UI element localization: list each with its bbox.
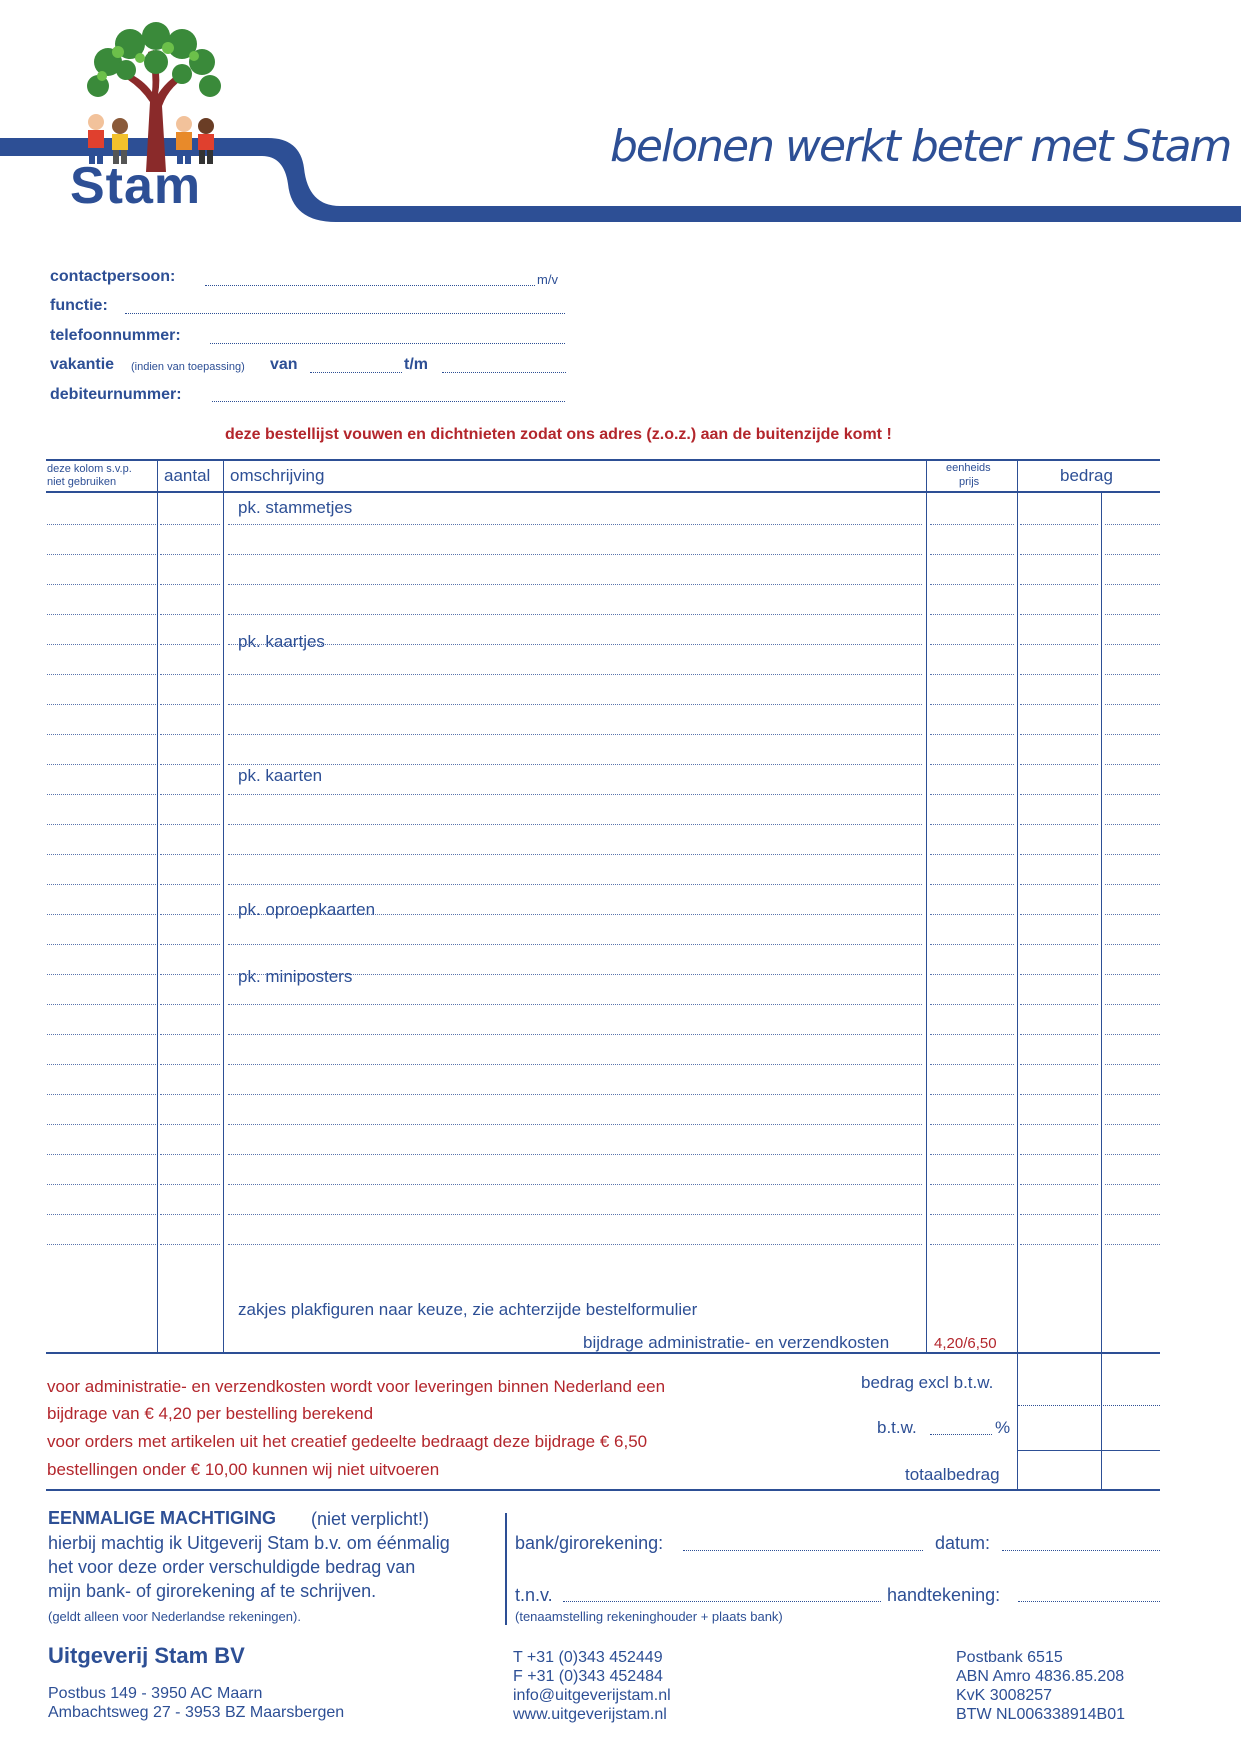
table-row-line [930,974,1014,975]
table-row-line [930,854,1014,855]
table-row-line [1105,644,1160,645]
table-row-line [1105,674,1160,675]
table-row-line [930,824,1014,825]
item-miniposters: pk. miniposters [238,967,353,986]
table-row-line [228,704,922,705]
table-row-line [47,1214,156,1215]
table-row-line [1020,584,1098,585]
table-row-line [1020,914,1098,915]
total-excl-line [1018,1405,1160,1406]
table-row-line [930,764,1014,765]
footer-fax: F +31 (0)343 452484 [513,1668,663,1685]
table-row-line [1105,854,1160,855]
item-stammetjes: pk. stammetjes [238,498,353,517]
table-row-line [47,824,156,825]
table-row-line [160,644,220,645]
col-divider-1 [157,459,158,1353]
table-row-line [47,674,156,675]
table-row-line [160,1064,220,1065]
table-row-line [1105,584,1160,585]
table-row-line [930,1214,1014,1215]
table-header-border [46,491,1160,493]
table-row-line [47,554,156,555]
table-row-line [160,734,220,735]
table-row-line [160,1034,220,1035]
table-row-line [1020,1094,1098,1095]
table-row-line [228,1244,922,1245]
debiteurnummer-label: debiteurnummer: [50,386,182,403]
folding-instruction: deze bestellijst vouwen en dichtnieten zodat ons adres (z.o.z.) aan de buitenzijde komt ! [225,426,892,443]
table-row-line [47,704,156,705]
table-row-line [160,1154,220,1155]
table-row-line [228,884,922,885]
table-row-line [1105,734,1160,735]
table-row-line [160,584,220,585]
col-divider-2 [223,459,224,1353]
table-row-line [1105,1094,1160,1095]
table-row-line [160,614,220,615]
table-row-line [160,854,220,855]
col-divider-5 [1101,491,1102,1489]
bijdrage-value: 4,20/6,50 [934,1335,997,1352]
table-row-line [228,944,922,945]
table-row-line [47,524,156,525]
table-row-line [1105,1214,1160,1215]
functie-field[interactable] [125,313,565,314]
table-row-line [930,614,1014,615]
note-line-2: bijdrage van € 4,20 per bestelling berekend [47,1404,374,1423]
table-row-line [1020,884,1098,885]
mv-label: m/v [537,272,558,287]
tm-field[interactable] [442,372,566,373]
table-row-line [930,884,1014,885]
table-row-line [930,1004,1014,1005]
tnv-note: (tenaamstelling rekeninghouder + plaats bank) [515,1609,783,1624]
table-row-line [228,1004,922,1005]
table-row-line [1105,614,1160,615]
col-bedrag-header: bedrag [1060,466,1113,485]
table-row-line [160,1184,220,1185]
table-row-line [1020,674,1098,675]
table-row-line [930,1034,1014,1035]
col-internal-line2: niet gebruiken [47,476,117,488]
table-row-line [1020,704,1098,705]
table-row-line [228,1064,922,1065]
item-zakjes: zakjes plakfiguren naar keuze, zie achterzijde bestelformulier [238,1300,698,1319]
col-omschrijving-header: omschrijving [230,466,325,485]
table-row-line [1105,1124,1160,1125]
table-row-line [228,1154,922,1155]
table-row-line [1020,554,1098,555]
table-row-line [1020,524,1098,525]
footer-postbank: Postbank 6515 [956,1649,1063,1666]
table-row-line [228,614,922,615]
machtiging-line-2: het voor deze order verschuldigde bedrag van [48,1557,416,1577]
table-row-line [1020,1004,1098,1005]
machtiging-title: EENMALIGE MACHTIGING [48,1508,276,1528]
table-row-line [160,794,220,795]
slogan: belonen werkt beter met Stam [610,121,1231,172]
note-line-4: bestellingen onder € 10,00 kunnen wij niet uitvoeren [47,1460,440,1479]
col-divider-4 [1017,459,1018,1489]
table-row-line [1020,1154,1098,1155]
table-row-line [160,1214,220,1215]
table-row-line [160,1244,220,1245]
col-eenheids-line1: eenheids [946,462,991,474]
table-row-line [1020,824,1098,825]
table-row-line [1105,554,1160,555]
footer-address-2: Ambachtsweg 27 - 3953 BZ Maarsbergen [48,1704,345,1721]
total-label: totaalbedrag [905,1465,1000,1484]
table-row-line [47,914,156,915]
van-label: van [270,356,298,373]
table-row-line [160,824,220,825]
tree-logo [78,22,228,177]
telefoonnummer-label: telefoonnummer: [50,327,181,344]
table-row-line [228,734,922,735]
col-internal-line1: deze kolom s.v.p. [47,463,132,475]
table-row-line [1020,974,1098,975]
item-kaartjes: pk. kaartjes [238,632,325,651]
handtekening-field[interactable] [1018,1601,1160,1602]
vakantie-note: (indien van toepassing) [131,361,245,373]
table-row-line [1105,944,1160,945]
contactpersoon-field[interactable] [205,285,535,286]
table-row-line [930,794,1014,795]
table-row-line [228,674,922,675]
table-row-line [47,944,156,945]
functie-label: functie: [50,297,108,314]
tnv-field[interactable] [563,1601,881,1602]
table-row-line [160,524,220,525]
van-field[interactable] [310,372,402,373]
table-row-line [47,974,156,975]
table-row-line [1105,524,1160,525]
table-row-line [1105,794,1160,795]
table-row-line [1020,1184,1098,1185]
table-row-line [1105,1034,1160,1035]
vakantie-label: vakantie [50,356,115,373]
col-divider-3 [926,459,927,1353]
table-row-line [1020,1214,1098,1215]
table-row-line [1105,1184,1160,1185]
table-row-line [930,704,1014,705]
table-row-line [228,794,922,795]
col-eenheids-line2: prijs [959,476,980,488]
table-row-line [1020,794,1098,795]
total-excl-label: bedrag excl b.t.w. [861,1373,994,1392]
table-row-line [930,524,1014,525]
datum-field[interactable] [1002,1550,1160,1551]
table-row-line [47,1064,156,1065]
table-row-line [160,944,220,945]
table-row-line [1105,824,1160,825]
table-row-line [160,764,220,765]
table-row-line [930,1244,1014,1245]
table-row-line [930,734,1014,735]
note-line-1: voor administratie- en verzendkosten wordt voor leveringen binnen Nederland een [47,1377,666,1396]
telefoonnummer-field[interactable] [210,343,565,344]
table-row-line [228,824,922,825]
table-row-line [930,1154,1014,1155]
table-row-line [160,914,220,915]
debiteurnummer-field[interactable] [212,401,565,402]
table-row-line [1020,764,1098,765]
table-row-line [1020,644,1098,645]
table-top-border [46,459,1160,461]
table-row-line [47,1034,156,1035]
table-row-line [47,1004,156,1005]
table-row-line [930,944,1014,945]
tm-label: t/m [404,356,428,373]
table-row-line [160,674,220,675]
footer-web[interactable]: www.uitgeverijstam.nl [513,1706,667,1723]
table-row-line [228,644,922,645]
table-row-line [930,1124,1014,1125]
bank-label: bank/girorekening: [515,1533,664,1553]
table-row-line [47,734,156,735]
table-row-line [160,1004,220,1005]
table-row-line [47,1244,156,1245]
table-row-line [228,1184,922,1185]
footer-email[interactable]: info@uitgeverijstam.nl [513,1687,671,1704]
table-row-line [1105,1064,1160,1065]
datum-label: datum: [935,1533,991,1553]
table-row-line [228,1124,922,1125]
table-row-line [1105,1154,1160,1155]
bijdrage-label: bijdrage administratie- en verzendkosten [583,1333,890,1352]
table-row-line [160,554,220,555]
table-row-line [47,1124,156,1125]
machtiging-line-3: mijn bank- of girorekening af te schrijven. [48,1581,377,1601]
table-row-line [1020,854,1098,855]
totals-bottom-border [46,1489,1160,1491]
table-row-line [930,554,1014,555]
table-row-line [1105,764,1160,765]
machtiging-note: (geldt alleen voor Nederlandse rekeningen). [48,1609,301,1624]
table-row-line [228,1034,922,1035]
handtekening-label: handtekening: [887,1585,1001,1605]
table-row-line [228,524,922,525]
table-row-line [1020,1124,1098,1125]
table-row-line [228,1094,922,1095]
btw-line [1018,1450,1160,1451]
table-row-line [1020,1034,1098,1035]
table-row-line [1105,704,1160,705]
item-oproepkaarten: pk. oproepkaarten [238,900,376,919]
table-row-line [47,644,156,645]
footer-company: Uitgeverij Stam BV [48,1643,245,1668]
table-row-line [930,1184,1014,1185]
table-row-line [228,584,922,585]
table-row-line [228,1214,922,1215]
footer-kvk: KvK 3008257 [956,1687,1053,1704]
table-row-line [160,974,220,975]
footer-abn: ABN Amro 4836.85.208 [956,1668,1125,1685]
btw-pct: % [995,1418,1011,1437]
table-row-line [47,794,156,795]
footer-address-1: Postbus 149 - 3950 AC Maarn [48,1685,263,1702]
col-aantal-header: aantal [164,466,211,485]
table-row-line [47,614,156,615]
machtiging-title-note: (niet verplicht!) [311,1509,430,1529]
table-row-line [160,884,220,885]
table-row-line [160,1094,220,1095]
table-row-line [930,674,1014,675]
table-row-line [930,644,1014,645]
table-row-line [228,554,922,555]
footer-phone: T +31 (0)343 452449 [513,1649,663,1666]
table-row-line [47,584,156,585]
footer-btw: BTW NL006338914B01 [956,1706,1125,1723]
table-row-line [47,1154,156,1155]
table-row-line [1105,1244,1160,1245]
table-row-line [1105,974,1160,975]
btw-field[interactable] [930,1434,992,1435]
table-row-line [1020,614,1098,615]
table-row-line [228,764,922,765]
table-row-line [1020,1244,1098,1245]
table-row-line [47,1184,156,1185]
table-row-line [47,1094,156,1095]
table-row-line [930,584,1014,585]
table-row-line [1105,914,1160,915]
table-row-line [1105,1004,1160,1005]
table-row-line [1020,734,1098,735]
table-row-line [930,1064,1014,1065]
machtiging-divider [505,1513,507,1625]
table-row-line [47,884,156,885]
table-row-line [930,914,1014,915]
table-row-line [1020,1064,1098,1065]
bank-field[interactable] [683,1550,923,1551]
table-row-line [47,854,156,855]
item-kaarten: pk. kaarten [238,766,323,785]
contactpersoon-label: contactpersoon: [50,268,176,285]
btw-label: b.t.w. [877,1418,917,1437]
table-row-line [160,1124,220,1125]
table-row-line [228,854,922,855]
table-row-line [47,764,156,765]
note-line-3: voor orders met artikelen uit het creatief gedeelte bedraagt deze bijdrage € 6,50 [47,1432,648,1451]
table-row-line [160,704,220,705]
brand-name: Stam [70,157,202,215]
table-row-line [930,1094,1014,1095]
tnv-label: t.n.v. [515,1585,553,1605]
table-row-line [1105,884,1160,885]
table-row-line [1020,944,1098,945]
machtiging-line-1: hierbij machtig ik Uitgeverij Stam b.v. om éénmalig [48,1533,450,1553]
